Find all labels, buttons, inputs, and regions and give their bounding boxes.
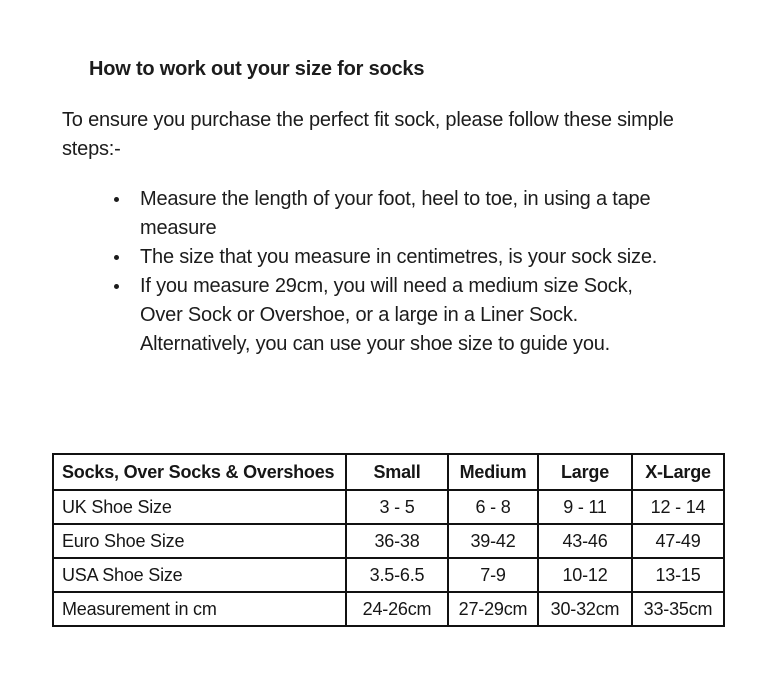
- table-cell: 3.5-6.5: [346, 558, 448, 592]
- table-cell: 13-15: [632, 558, 724, 592]
- table-header-small: Small: [346, 454, 448, 490]
- table-header-row: [53, 454, 724, 490]
- table-cell: 36-38: [346, 524, 448, 558]
- table-cell: 12 - 14: [632, 490, 724, 524]
- table-header-medium: Medium: [448, 454, 538, 490]
- table-cell: 39-42: [448, 524, 538, 558]
- page-title: How to work out your size for socks: [89, 58, 425, 80]
- table-cell: 7-9: [448, 558, 538, 592]
- instructions-list: [140, 185, 680, 359]
- table-row: [53, 592, 724, 626]
- row-label: USA Shoe Size: [53, 558, 346, 592]
- table-row: [53, 490, 724, 524]
- table-cell: 27-29cm: [448, 592, 538, 626]
- table-cell: 24-26cm: [346, 592, 448, 626]
- row-label: Measurement in cm: [53, 592, 346, 626]
- list-item: The size that you measure in centimetres, is your sock size.: [140, 243, 680, 272]
- table-row: [53, 524, 724, 558]
- table-cell: 9 - 11: [538, 490, 632, 524]
- row-label: UK Shoe Size: [53, 490, 346, 524]
- table-cell: 10-12: [538, 558, 632, 592]
- table-cell: 43-46: [538, 524, 632, 558]
- list-item: Measure the length of your foot, heel to toe, in using a tape measure: [140, 185, 680, 243]
- table-header-large: Large: [538, 454, 632, 490]
- table-cell: 3 - 5: [346, 490, 448, 524]
- table-cell: 6 - 8: [448, 490, 538, 524]
- table-cell: 47-49: [632, 524, 724, 558]
- table-row: [53, 558, 724, 592]
- intro-paragraph: To ensure you purchase the perfect fit sock, please follow these simple steps:-: [62, 109, 674, 160]
- table-header-product: Socks, Over Socks & Overshoes: [53, 454, 346, 490]
- table-header-xlarge: X-Large: [632, 454, 724, 490]
- size-table: [52, 453, 725, 627]
- list-item: If you measure 29cm, you will need a medium size Sock, Over Sock or Overshoe, or a large in a Liner Sock. Alternatively, you can use your shoe size to guide you.: [140, 272, 680, 359]
- table-cell: 30-32cm: [538, 592, 632, 626]
- row-label: Euro Shoe Size: [53, 524, 346, 558]
- table-cell: 33-35cm: [632, 592, 724, 626]
